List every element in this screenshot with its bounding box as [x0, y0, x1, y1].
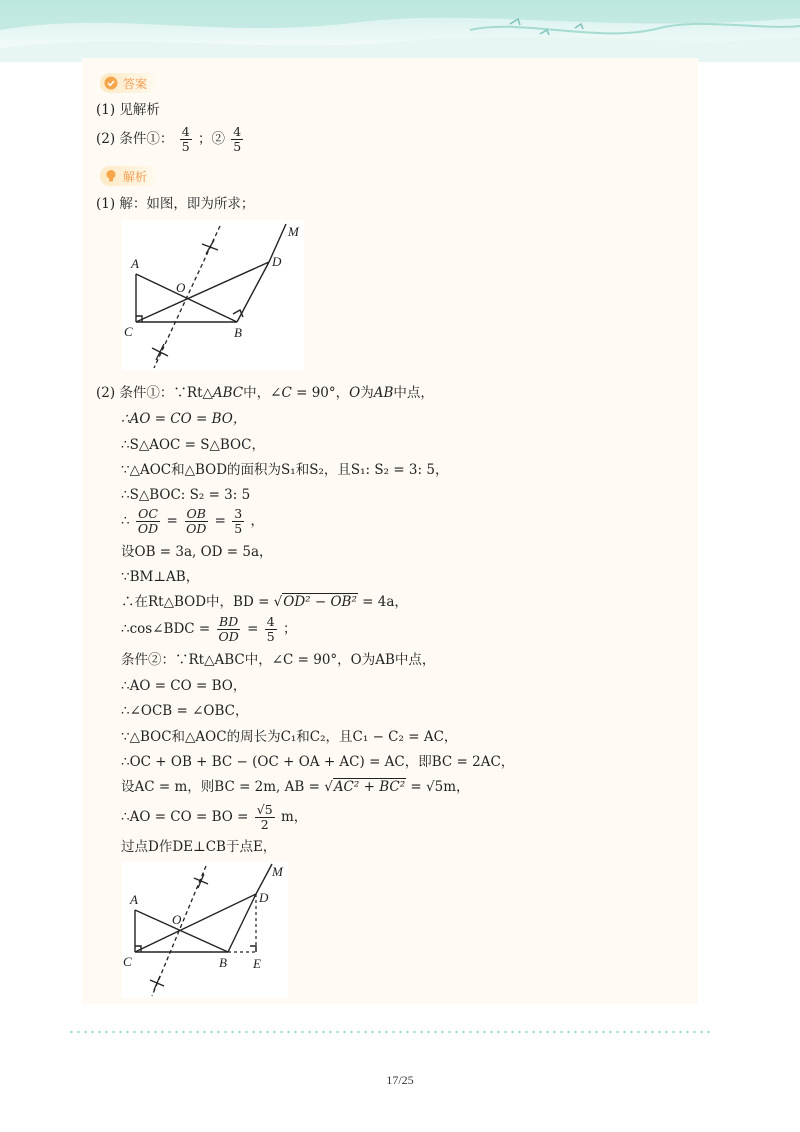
check-badge-icon: [104, 76, 118, 90]
part2-line-10: ∴cos∠BDC = $\frac{BD}{OD}$ = $\frac{4}{5}$ ；: [121, 614, 297, 644]
fig2-label-d: D: [259, 890, 269, 905]
fig2-label-m: M: [272, 864, 283, 879]
analysis-tag: [100, 166, 159, 186]
fig1-label-a: A: [131, 256, 139, 271]
part2-line-16: 设AC = m，则BC = 2m, AB = √AC² + BC² = √5m，: [121, 779, 470, 795]
answer-tag-label: 答案: [123, 76, 148, 91]
part2-line-2: ∴AO = CO = BO，: [121, 411, 247, 427]
part2-line-6: ∴ $\frac{OC}{OD}$ = $\frac{OB}{OD}$ = $\frac{3}{5}$ ，: [121, 506, 265, 536]
fig1-label-m: M: [288, 224, 299, 239]
part2-line-1: (2) 条件①：∵Rt△ABC中，∠C = 90°，O为AB中点，: [96, 385, 434, 401]
part2-line-18: 过点D作DE⊥CB于点E，: [121, 839, 277, 855]
header-banner: [0, 0, 800, 62]
part2-line-8: ∵BM⊥AB，: [121, 569, 200, 585]
page-number: 17/25: [386, 1073, 414, 1087]
fig2-label-a: A: [130, 892, 138, 907]
part2-line-4: ∵△AOC和△BOD的面积为S₁和S₂，且S₁: S₂ = 3: 5，: [121, 462, 449, 478]
fig2-label-o: O: [172, 912, 182, 927]
part2-line-13: ∴∠OCB = ∠OBC，: [121, 703, 249, 719]
fig1-label-c: C: [124, 324, 133, 339]
fig2-label-b: B: [219, 955, 227, 970]
lightbulb-icon: [104, 169, 118, 183]
fig1-label-d: D: [272, 254, 282, 269]
part2-line-5: ∴S△BOC: S₂ = 3: 5: [121, 487, 251, 503]
part2-line-7: 设OB = 3a, OD = 5a，: [121, 544, 273, 560]
part2-line-17: ∴AO = CO = BO = $\frac{√5}{2}$ m，: [121, 802, 308, 832]
part2-line-12: ∴AO = CO = BO，: [121, 678, 247, 694]
footer-divider: [68, 1030, 712, 1034]
part2-line-14: ∵△BOC和△AOC的周长为C₁和C₂，且C₁ − C₂ = AC，: [121, 729, 458, 745]
answer-line-1: (1) 见解析: [96, 102, 160, 118]
part2-line-3: ∴S△AOC = S△BOC，: [121, 437, 265, 453]
figure-1: [122, 220, 304, 370]
part2-line-15: ∴OC + OB + BC − (OC + OA + AC) = AC，即BC = 2AC，: [121, 754, 515, 770]
part2-line-11: 条件②：∵Rt△ABC中，∠C = 90°，O为AB中点，: [121, 652, 436, 668]
part1-text: (1) 解：如图，即为所求；: [96, 196, 255, 212]
fig1-label-o: O: [176, 280, 186, 295]
figure-2: [122, 862, 288, 998]
fig1-label-b: B: [234, 325, 242, 340]
part2-line-9: ∴在Rt△BOD中，BD = √OD² − OB² = 4a，: [121, 594, 408, 610]
answer-tag: [100, 73, 159, 93]
fig2-label-e: E: [253, 956, 261, 971]
analysis-tag-label: 解析: [123, 169, 148, 184]
answer-line-2: (2) 条件①： $\frac{4}{5}$ ；② $\frac{4}{5}$: [96, 124, 242, 154]
fig2-label-c: C: [123, 954, 132, 969]
